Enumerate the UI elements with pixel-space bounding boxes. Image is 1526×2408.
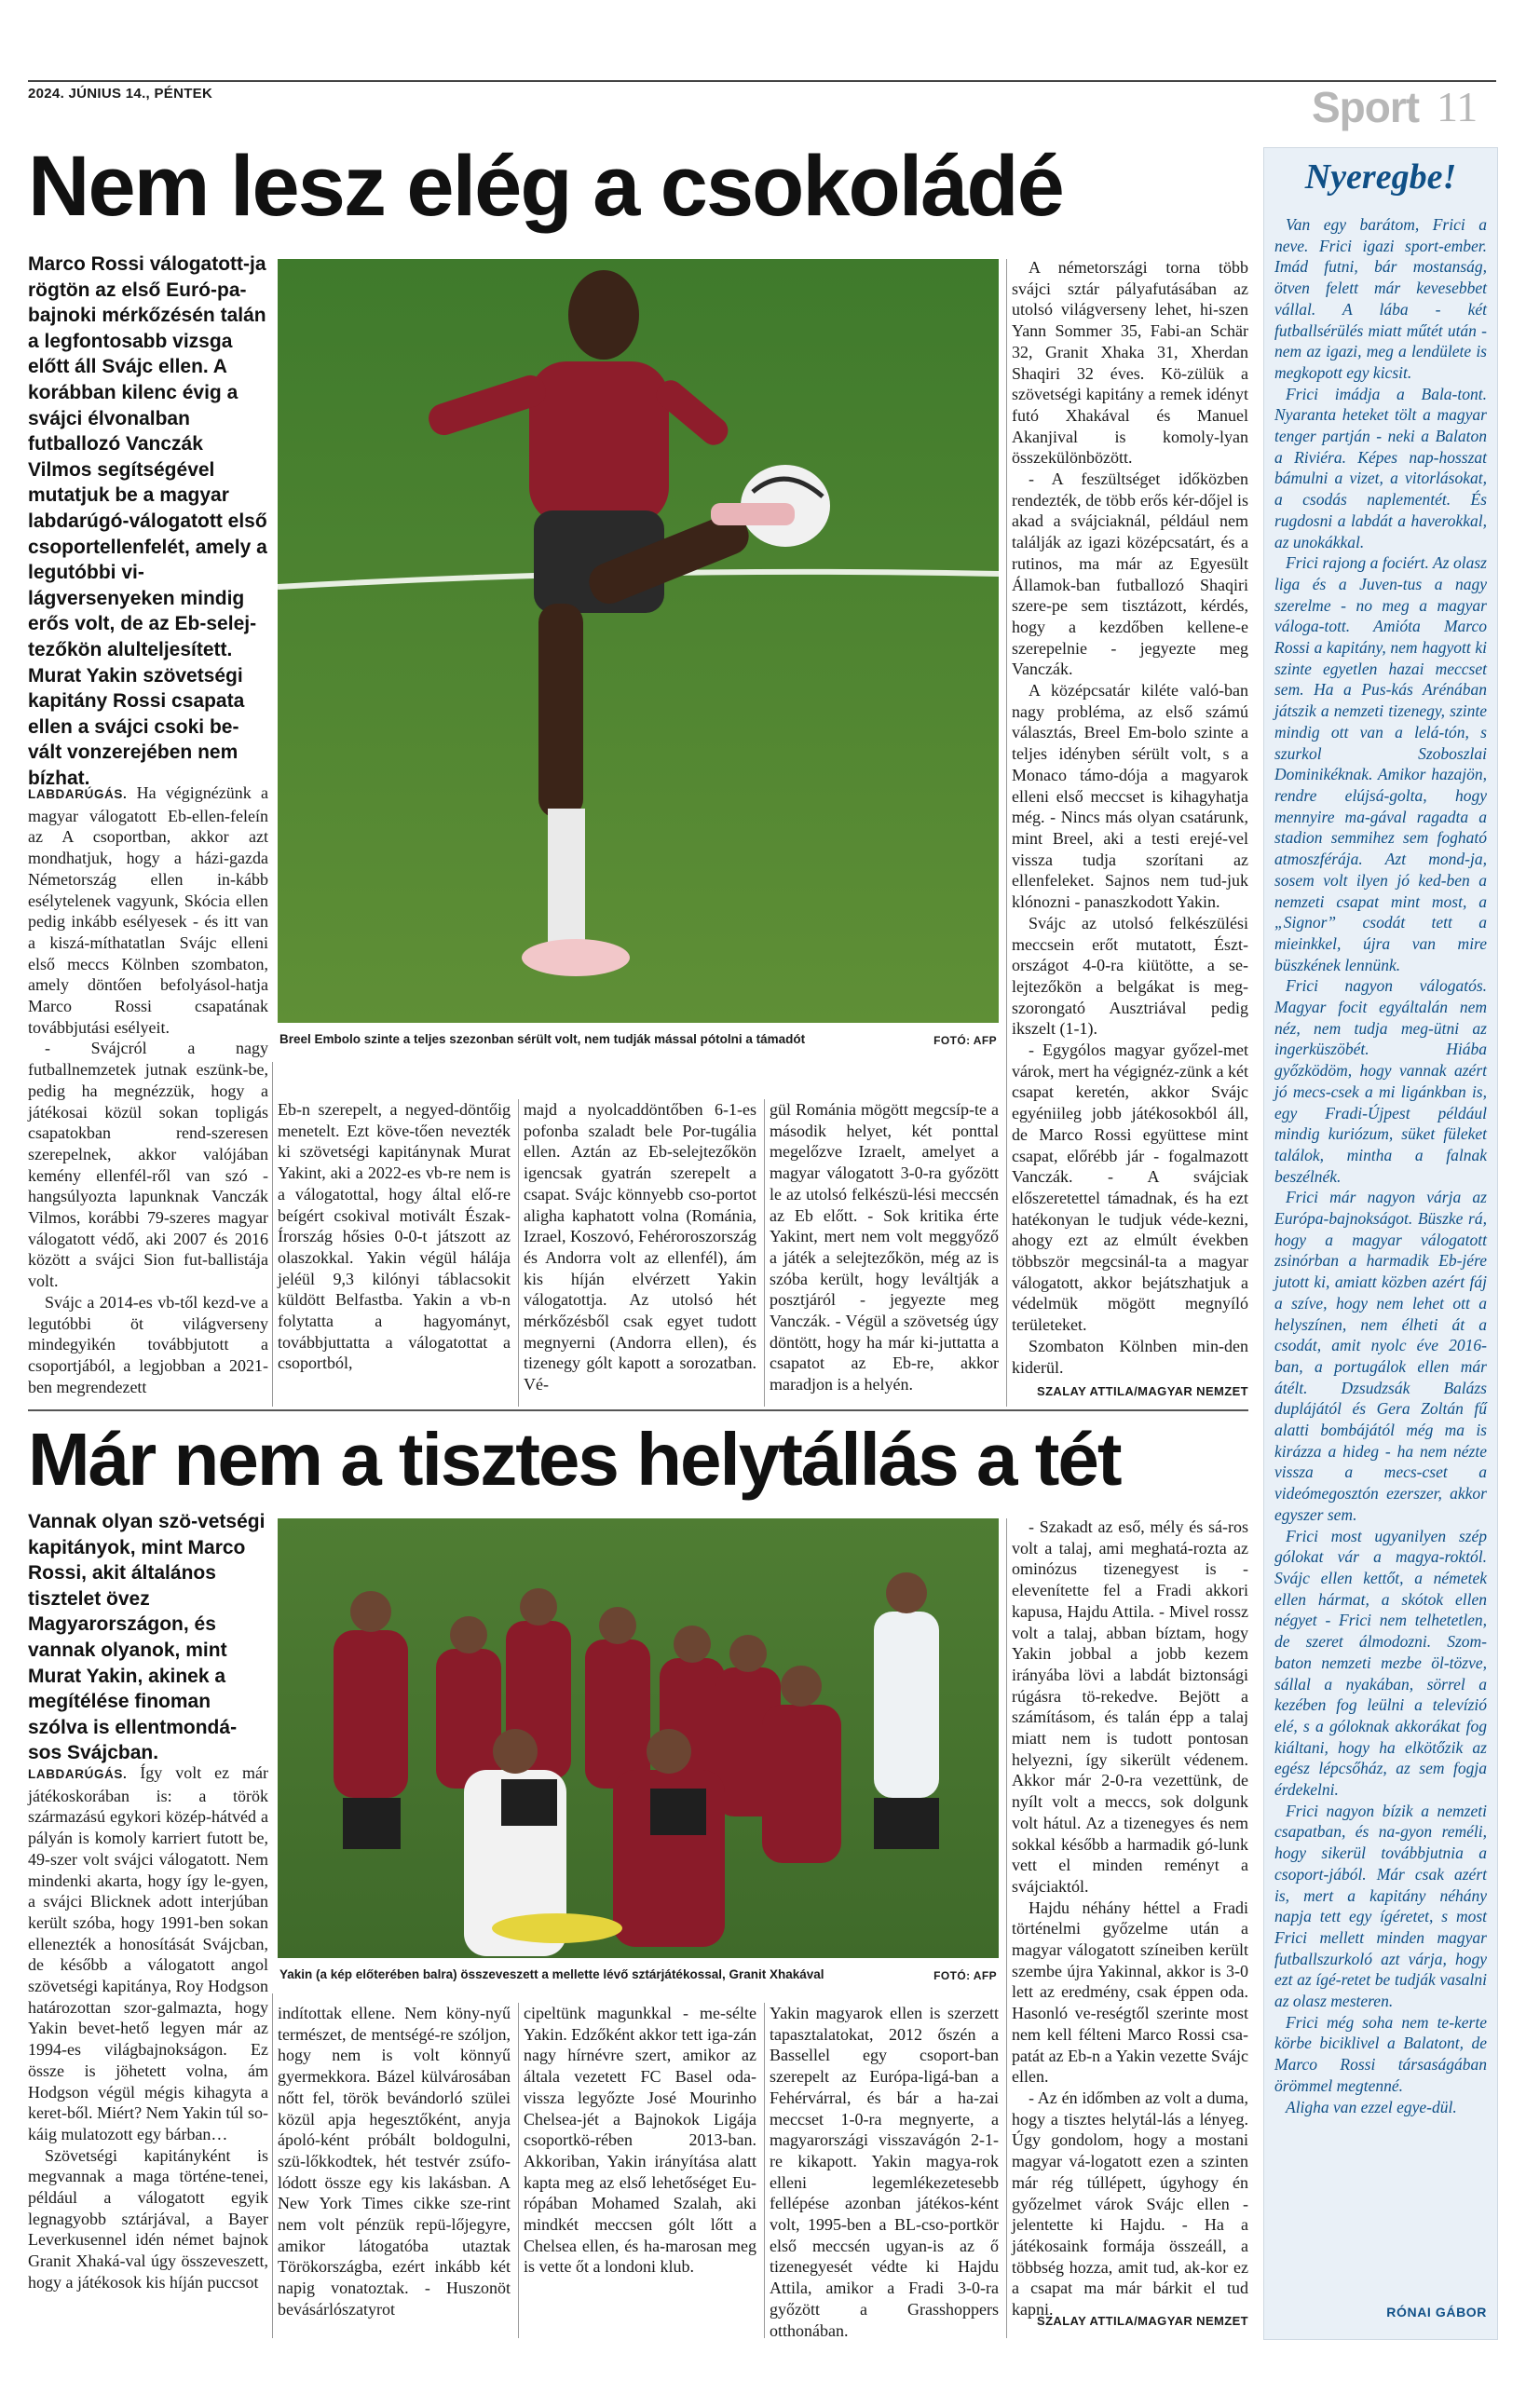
article2-column-4: Yakin magyarok ellen is szerzett tapasztalatokat, 2012 őszén a Bassellel egy csoport-ban szerepelt az Európa-ligá-ban a Fehérvárral, és bár a ha-zai meccset 1-0-ra megnyerte, a magyarországi visszavágón 2-1-re kikapott. Yakin magya-rok elleni legemlékezetesebb fellépése azonban játékos-ként volt, 1995-ben a BL-cso-portkör első meccsén ugyan-is az ő tizenegyesét védte ki Hajdu Attila, amikor a Fradi 3-0-ra győzött a Grasshoppers otthonában. <box>770 2004 999 2340</box>
section-name: Sport <box>1312 83 1420 131</box>
article2-column-2: indítottak ellene. Nem köny-nyű természet, de mentségé-re szóljon, hogy nem is volt könnyű gyermekkora. Bázel külvárosában nőtt fel, török bevándorló szülei közül apja hegesztőként, anyja ápoló-ként próbált boldogulni, szü-lőkkodtek, hét testvér zsúfo-lódott össze egy kis lakásban. A New York Times cikke sze-rint nem volt pénzük repü-lőjegyre, amikor látogatóba utaztak Törökországba, ezért inkább két napig vonatoztak. - Huszonöt bevásárlószatyrot <box>278 2004 511 2319</box>
column-divider <box>1006 1518 1007 2338</box>
column-divider <box>272 1062 273 1407</box>
opinion-column-title: Nyeregbe! <box>1304 157 1457 197</box>
column-divider <box>1006 259 1007 1407</box>
article1-headline: Nem lesz elég a csokoládé <box>28 139 1063 234</box>
team-group-photo <box>278 1518 999 1958</box>
column-divider <box>764 2003 765 2338</box>
article2-col1-p2: Szövetségi kapitányként is megvannak a maga történe-tenei, például a válogatott egyik legnagyobb sztárjával, a Bayer Leverkusennel idén német bajnok Granit Xhaká-val úgy összeveszett, hogy a játékosok kis híján puccsot <box>28 2145 268 2292</box>
article1-column-3: majd a nyolcaddöntőben 6-1-es pofonba szaladt bele Por-tugália ellen. Aztán az Eb-selejtezőkön igencsak gyatrán szerepelt a csapat. Svájc könnyebb cso-portot aligha kaphatott volna (Románia, Izrael, Koszovó, Fehéroroszország és Andorra volt az ellenfél), ám kis híján elvérzett Yakin válogatottja. Az utolsó hét mérkőzésből csak egyet tudott megnyerni (Andorra ellen), és tizenegy gólt kapott a sorozatban. Vé- <box>524 1100 756 1394</box>
column-divider <box>518 1099 519 1407</box>
article1-column-1 <box>28 782 268 1397</box>
article1-photo-caption: Breel Embolo szinte a teljes szezonban sérült volt, nem tudják mással pótolni a támadót <box>279 1032 806 1046</box>
issue-date: 2024. JÚNIUS 14., PÉNTEK <box>28 86 213 102</box>
article2-byline: SZALAY ATTILA/MAGYAR NEMZET <box>1037 2314 1248 2328</box>
opinion-column-author: RÓNAI GÁBOR <box>1386 2305 1487 2320</box>
article2-kicker: LABDARÚGÁS. <box>28 1767 128 1781</box>
page-number: 11 <box>1437 83 1478 130</box>
article2-photo-credit: FOTÓ: AFP <box>933 1969 997 1982</box>
article2-photo <box>278 1518 999 1958</box>
article1-lead: Marco Rossi válogatott-ja rögtön az első Euró-pa-bajnoki mérkőzésén talán a legfontosabb vizsga előtt áll Svájc ellen. A korábban kilenc évig a svájci élvonalban futballozó Vanczák Vilmos segítségével mutatjuk be a magyar labdarúgó-válogatott első csoportellenfelét, amely a legutóbbi vi-lágversenyeken mindig erős volt, de az Eb-selej-tezőkön alulteljesített. Murat Yakin szövetségi kapitány Rossi csapata ellen a svájci csoki be-vált vonzerejében nem bízhat. <box>28 253 267 789</box>
column-divider <box>272 1993 273 2338</box>
article1-col1-p3: Svájc a 2014-es vb-től kezd-ve a legutóbbi öt világverseny mindegyikén továbbjutott a csoportjából, a legjobban a 2021-ben megrendezett <box>28 1292 268 1396</box>
column-divider <box>518 2003 519 2338</box>
article1-col1-p1: LABDARÚGÁS. Ha végignézünk a magyar válogatott Eb-ellen-feleín az A csoportban, akkor azt mondhatjuk, hogy a házi-gazda Németország ellen in-kább esélytelenek vagyunk, Skócia ellen pedig inkább esélyesek - és itt van a kiszá-míthatatlan Svájc elleni első meccs Kölnben szombaton, amely döntően befolyásol-hatja Marco Rossi csapatának továbbjutási esélyeit. <box>28 783 268 1037</box>
football-player-photo <box>278 259 999 1023</box>
article1-column-2: Eb-n szerepelt, a negyed-döntőig menetelt. Ezt köve-tően nevezték ki szövetségi kapitánynak Murat Yakint, aki a 2022-es vb-re nem is a válogatottal, hogy által elő-re beígért csokival motivált Észak-Írország hősies 0-0-t játszott az olaszokkal. Yakin végül hálája jeléül 9,3 kilónyi táblacsokit küldött Belfastba. Yakin a vb-n folytatta a hagyományt, továbbjuttatta a válogatottat a csoportból, <box>278 1100 511 1373</box>
article1-col1-p2: - Svájcról a nagy futballnemzetek jutnak eszünk-be, pedig ha megnézzük, hogy a játékosai közül sokan topligás csapatokban rend-szeresen szerepelnek, akkor valójában kemény ellenfél-ről van szó - hangsúlyozta lapunknak Vanczák Vilmos, korábbi 79-szeres magyar válogatott védő, aki 2007 és 2016 között a svájci Sion fut-ballistája volt. <box>28 1039 268 1291</box>
article2-photo-caption: Yakin (a kép előterében balra) összeveszett a mellette lévő sztárjátékossal, Granit Xhakával <box>279 1967 824 1981</box>
article2-col1-p1: LABDARÚGÁS. Így volt ez már játékoskorában is: a török származású egykori közép-hátvéd a pályán is komoly karriert futott be, 49-szer volt svájci válogatott. Nem mindenki akarta, hogy így le-gyen, a svájci Blicknek adott interjúban került szóba, hogy 1991-ben sokan ellenezték a honosítását Svájcban, de később a válogatott angol szövetségi kapitánya, Roy Hodgson határozottan szor-galmazta, hogy Yakin bevet-hető legyen már az 1994-es világbajnokságon. Ez össze is jöhetett volna, ám Hodgson végül mégis kihagyta a keret-ből. Miért? Nem Yakin túl so-káig mulatozott egy bárban… <box>28 1763 268 2143</box>
header-rule <box>28 80 1496 82</box>
column-divider <box>764 1099 765 1407</box>
article1-column-4: gül Románia mögött megcsíp-te a második helyet, két ponttal megelőzve Izraelt, amelyet a magyar válogatott 3-0-ra győzött le az utolsó felkészü-lési meccsén az Eb előtt. - Sok kritika érte Yakint, mert nem volt meggyőző a játék a selejtezőkön, még az is szóba került, hogy leváltják a posztjáról - jegyezte meg Vanczák. - Végül a szövetség úgy döntött, hogy ha már ki-juttatta a csapatot az Eb-re, akkor maradjon is a helyén. <box>770 1100 999 1394</box>
article-separator <box>28 1409 1248 1411</box>
article1-column-5: A németországi torna több svájci sztár pályafutásában az utolsó világverseny lehet, hi-szen Yann Sommer 35, Fabi-an Schär 32, Granit Xhaka 31, Xherdan Shaqiri 32 éves. Kö-zülük a szövetségi kapitány a remek idényt futó Xhakával és Manuel Akanjival is komoly-lyan összekülönbözött. - A feszültséget időközben rendezték, de több erős kér-dőjel is akad a svájciaknál, például nem találják az igazi középcsatárt, és a rutinos, ma már az Egyesült Államok-ban futballozó Shaqiri szere-pe sem tisztázott, kérdés, hogy a kezdőben kellene-e szerepelnie - jegyezte meg Vanczák. A középcsatár kiléte való-ban nagy probléma, az első számú választás, Breel Em-bolo szinte a teljes idényben sérült volt, s a Monaco támo-dója a magyarok elleni első meccset is kihagyhatja még. - Nincs más olyan csatárunk, mint Breel, aki a testi erejé-vel vissza tudja szorítani az ellenfeleket. Sajnos nem tud-juk klónozni - panaszkodott Yakin. Svájc az utolsó felkészülési meccsein erőt mutatott, Észt-országot 4-0-ra kiütötte, a se-lejtezőkön a belgákat is meg-szorongató Ausztriával pedig ikszelt (1-1). - Egygólos magyar győzel-met várok, mert ha végignéz-zünk a két csapat keretén, akkor Svájc egyéniileg jobb játékosokból áll, de Marco Rossi együttese mint csapat, előrébb jár - fogalmazott Vanczák. - A svájciak előszeretettel támadnak, és ha ezt hatékonyan le tudjuk véde-kezni, ahogy ezt az elmúlt években többször megcsinál-ta a magyar válogatott, akkor bejátszhatjuk a védelmük mögött megnyíló területeket. Szombaton Kölnben min-den kiderül. <box>1012 258 1248 1377</box>
article1-photo <box>278 259 999 1023</box>
article1-photo-credit: FOTÓ: AFP <box>933 1034 997 1047</box>
article2-column-5: - Szakadt az eső, mély és sá-ros volt a talaj, ami meghatá-rozta az ominózus tizenegyest is - elevenítette fel a Fradi akkori kapusa, Hajdu Attila. - Mivel rossz volt a talaj, abban bíztam, hogy Yakin jobbal a jobb kezem irányába lövi a labdát biztonsági rúgásra tö-rekedve. Bejött a számításom, és talán épp a talaj miatt nem is tudott pontosan helyezni, így sikerült védenem. Akkor már 2-0-ra vezettünk, de nyílt volt a meccs, sok dolgunk volt hátul. Az a tizenegyes és nem sokkal később a harmadik gó-lunk vett el minden reményt a svájciaktól. Hajdu néhány héttel a Fradi történelmi győzelme után a magyar válogatott színeiben került szembe újra Yakinnal, akkor is 3-0 lett az eredmény, csak éppen oda. Hasonló ve-reségtől szerinte most nem kell félteni Marco Rossi csa-patát az Eb-n a Yakin vezette Svájc ellen. - Az én időmben az volt a duma, hogy a tisztes helytál-lás a lényeg. Úgy gondolom, hogy a mostani magyar vá-logatott ezen a szinten már rég túllépett, úgyhogy én győzelmet várok Svájc ellen - jelentette ki Hajdu. - Ha a játékosaink formája összeáll, a többség hozza, amit tud, ak-kor ez a csapat ma már bárkit el tud kapni. <box>1012 1517 1248 2320</box>
article2-lead: Vannak olyan szö-vetségi kapitányok, mint Marco Rossi, akit általános tisztelet övez Magyarországon, és vannak olyanok, mint Murat Yakin, akinek a megítélése finoman szólva is ellentmondá-sos Svájcban. <box>28 1511 266 1764</box>
article2-column-1 <box>28 1762 268 2293</box>
article2-headline: Már nem a tisztes helytállás a tét <box>28 1418 1121 1501</box>
article1-byline: SZALAY ATTILA/MAGYAR NEMZET <box>1037 1384 1248 1398</box>
article1-kicker: LABDARÚGÁS. <box>28 787 128 801</box>
article2-column-3: cipeltünk magunkkal - me-sélte Yakin. Edzőként akkor tett iga-zán nagy hírnévre szert, amikor az általa vezetett FC Basel oda-vissza legyőzte José Mourinho Chelsea-jét a Bajnokok Ligája csoportkö-rében 2013-ban. Akkoriban, Yakin irányítása alatt kapta meg az első lehetőséget Eu-rópában Mohamed Szalah, aki mindkét meccsen gólt lőtt a Chelsea ellen, és ha-marosan meg is vette őt a londoni klub. <box>524 2004 756 2277</box>
opinion-column-body: Van egy barátom, Frici a neve. Frici igazi sport-ember. Imád futni, bár mostanság, ötven felett már kevesebbet vállal. A lába - két futballsérülés miatt műtét után - nem az igazi, meg a lendülete is megkopott egy kicsit. Frici imádja a Bala-tont. Nyaranta heteket tölt a magyar tenger partján - neki a Balaton a Riviéra. Képes nap-hosszat bámulni a vizet, a vitorlásokat, a csodás naplementét. És rugdosni a labdát a haverokkal, az unokákkal. Frici rajong a fociért. Az olasz liga és a Juven-tus a nagy szerelme - no meg a magyar váloga-tott. Amióta Marco Rossi a kapitány, nem hagyott ki szinte egyetlen hazai meccset sem. Ha a Pus-kás Arénában játszik a nemzeti tizenegy, szinte mindig ott van a lelá-tón, s szurkol Szoboszlai Dominikéknak. Amikor hazajön, rendre elújsá-golta, hogy mennyire ma-gával ragadta a stadion semmihez sem fogható atmoszférája. Azt mond-ja, sosem volt ilyen jó ked-ben a nemzeti csapat mint most, a „Signor” csodát tett a mieinkkel, újra van mire büszkének lennünk. Frici nagyon válogatós. Magyar focit egyáltalán nem néz, nem tudja meg-ütni az ingerküszöbét. Hiába győzködöm, hogy vannak azért jó mecs-csek a mi ligánkban is, egy Fradi-Újpest például mindig kuriózum, süket füleket találok, mintha a falnak beszélnék. Frici már nagyon várja az Európa-bajnokságot. Büszke rá, hogy a magyar válogatott zsinórban a harmadik Eb-jére jutott ki, amiatt közben azért fáj a szíve, hogy nem lehet ott a helyszínen, nem élheti át a csodát, amit nyolc éve 2016-ban, a portugálok ellen már átélt. Dzsudzsák Balázs duplájától és Gera Zoltán fű alatti bombájától még ma is kirázza a hideg - ha nem nézte vissza a mecs-cset a videómegosztón ezerszer, akkor egyszer sem. Frici most ugyanilyen szép gólokat vár a magya-roktól. Svájc ellen kettőt, a németek ellen hármat, a skótok ellen négyet - Frici nem telhetetlen, de szeret álmodozni. Szom-baton nemzeti mezbe öl-tözve, sállal a nyakában, sörrel a kezében fog leülni a televízió elé, s a góloknak akkorákat fog kiáltani, hogy ha elkötőzik az egész lépcsőház, az sem fogja érdekelni. Frici nagyon bízik a nemzeti csapatban, és na-gyon reméli, hogy sikerül továbbjutnia a csoport-jából. Már csak azért is, mert a kapitány néhány napja tett egy ígéretet, s most Frici mellett minden magyar futballszurkoló azt várja, hogy ezt az ígé-retet be tudják vasalni az olasz mesteren. Frici még soha nem te-kerte körbe biciklivel a Balatont, de Marco Rossi társaságában örömmel megtenné. Aligha van ezzel egye-dül. <box>1274 215 1487 2116</box>
